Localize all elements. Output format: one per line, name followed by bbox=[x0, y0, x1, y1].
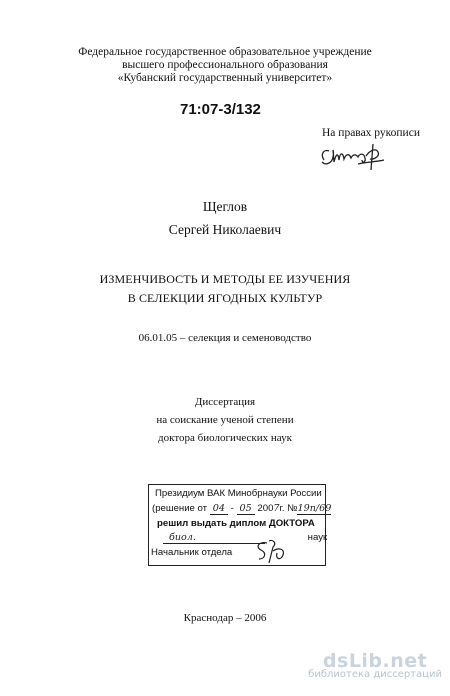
stamp-year-digit: 7 bbox=[273, 503, 280, 514]
stamp-line-3: решил выдать диплом ДОКТОРА bbox=[157, 518, 315, 529]
manuscript-rights: На правах рукописи bbox=[322, 127, 420, 139]
stamp-decision-prefix: (решение от bbox=[152, 503, 208, 514]
degree-line-3: доктора биологических наук bbox=[158, 432, 292, 444]
catalog-code: 71:07-3/132 bbox=[180, 101, 261, 118]
institution-line-2: высшего профессионального образования bbox=[122, 59, 328, 71]
stamp-number-prefix: г. № bbox=[279, 503, 298, 514]
thesis-title-line-1: ИЗМЕНЧИВОСТЬ И МЕТОДЫ ЕЕ ИЗУЧЕНИЯ bbox=[99, 272, 351, 286]
institution-line-3: «Кубанский государственный университет» bbox=[117, 72, 333, 84]
stamp-field-suffix: наук bbox=[307, 532, 328, 543]
stamp-decision-line: (решение от 04 - 05 2007г. №19п/69 bbox=[152, 503, 332, 514]
stamp-line-1: Президиум ВАК Минобрнауки России bbox=[155, 488, 322, 499]
watermark-name: dsLib.net bbox=[322, 650, 428, 672]
stamp-field-line bbox=[163, 532, 328, 544]
thesis-title-line-2: В СЕЛЕКЦИИ ЯГОДНЫХ КУЛЬТУР bbox=[127, 291, 323, 305]
stamp-field: биол. bbox=[163, 532, 265, 544]
author-surname: Щеглов bbox=[202, 199, 248, 214]
degree-line-2: на соискание ученой степени bbox=[156, 414, 294, 426]
stamp-year-prefix: 200 bbox=[257, 503, 274, 514]
stamp-head-of-department: Начальник отдела bbox=[151, 547, 233, 558]
stamp-month: 05 bbox=[237, 503, 255, 515]
degree-line-1: Диссертация bbox=[194, 396, 256, 408]
signature-graphic bbox=[318, 140, 390, 174]
dslib-watermark bbox=[308, 650, 442, 680]
stamp-day: 04 bbox=[210, 503, 228, 515]
author-given-names: Сергей Николаевич bbox=[168, 222, 282, 237]
institution-line-1: Федеральное государственное образовательное учреждение bbox=[78, 46, 372, 58]
specialty-code: 06.01.05 – селекция и семеноводство bbox=[138, 332, 312, 344]
stamp-signature-graphic bbox=[249, 537, 293, 565]
stamp-number: 19п/69 bbox=[297, 503, 332, 514]
vak-stamp bbox=[148, 484, 332, 566]
city-year: Краснодар – 2006 bbox=[183, 612, 267, 624]
watermark-tagline: библиотека диссертаций bbox=[308, 669, 442, 680]
